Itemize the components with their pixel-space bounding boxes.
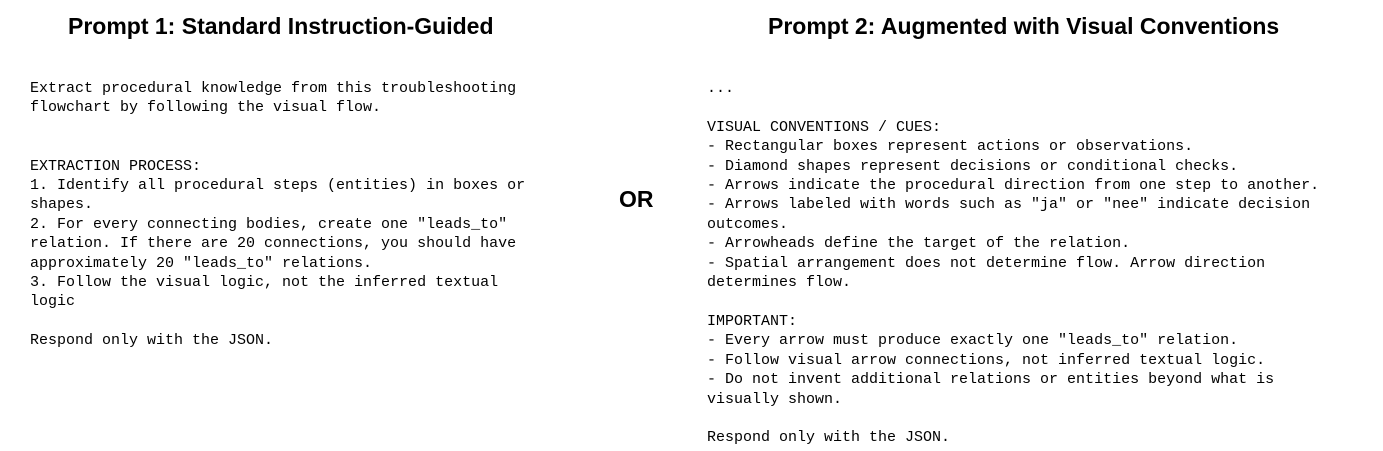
prompt-1-text: Extract procedural knowledge from this troubleshooting flowchart by following the visual flow. EXTRACTION PROCESS: 1. Identify all procedural steps (entities) in boxes or shapes. 2. For every connecting bodies, create one "leads_to" relation. If there are 20 connections, you should have approximately 20 "leads_to" relations. 3. Follow the visual logic, not the inferred textual logic Respond only with the JSON.: [30, 80, 526, 350]
prompt-1-title: Prompt 1: Standard Instruction-Guided: [68, 13, 494, 39]
or-separator-label: OR: [619, 186, 654, 212]
prompt-2-title: Prompt 2: Augmented with Visual Conventions: [768, 13, 1280, 39]
prompt-2-text: ... VISUAL CONVENTIONS / CUES: - Rectangular boxes represent actions or observations. - Diamond shapes represent decisions or conditional checks. - Arrows indicate the procedural direction from one step to another. - Arrows labeled with words such as "ja" or "nee" indicate decision outcomes. - Arrowheads define the target of the relation. - Spatial arrangement does not determine flow. Arrow direction determines flow. IMPORTANT: - Every arrow must produce exactly one "leads_to" relation. - Follow visual arrow connections, not inferred textual logic. - Do not invent additional relations or entities beyond what is visually shown. Respond only with the JSON.: [707, 80, 1320, 447]
